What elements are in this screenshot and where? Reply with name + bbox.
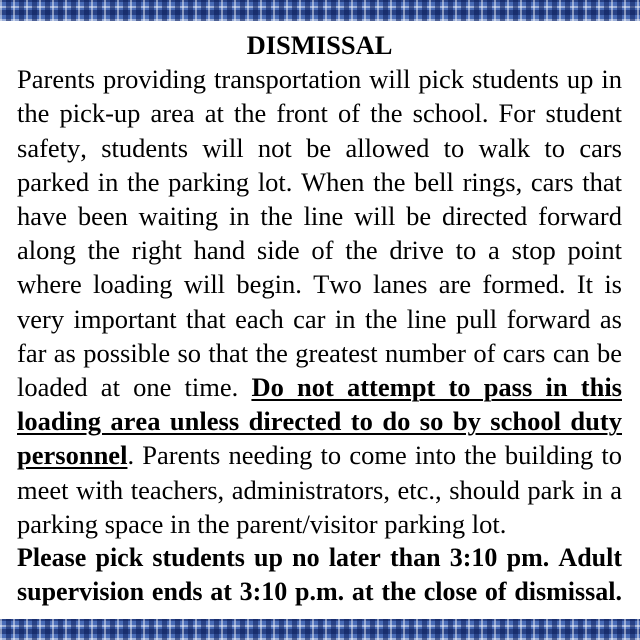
body-intro-text: Parents providing transportation will pick students up in the pick-up area at the front of the school. For student safety, students will not be allowed to walk to cars parked in the parking lot. When the bell rings, cars that have been waiting in the line will be directed forward along the right hand side of the drive to a stop point where loading will begin. Two lanes are formed. It is very important that each car in the line pull forward as far as possible so that the greatest number of cars can be loaded at one time. (17, 64, 622, 403)
notice-title: DISMISSAL (246, 30, 393, 60)
warning-text: Do not attempt to pass in this loading area unless directed to do so by school duty personnel (17, 372, 622, 471)
top-plaid-border (0, 0, 640, 21)
closing-paragraph: Please pick students up no later than 3:10 pm. Adult supervision ends at 3:10 p.m. at the close of dismissal. (17, 543, 622, 607)
body-after-text: . Parents needing to come into the building to meet with teachers, administrators, etc., should park in a parking space in the parent/visitor parking lot. (17, 440, 622, 539)
body-paragraph (17, 62, 622, 541)
bottom-plaid-border (0, 619, 640, 640)
dismissal-notice (17, 28, 622, 609)
